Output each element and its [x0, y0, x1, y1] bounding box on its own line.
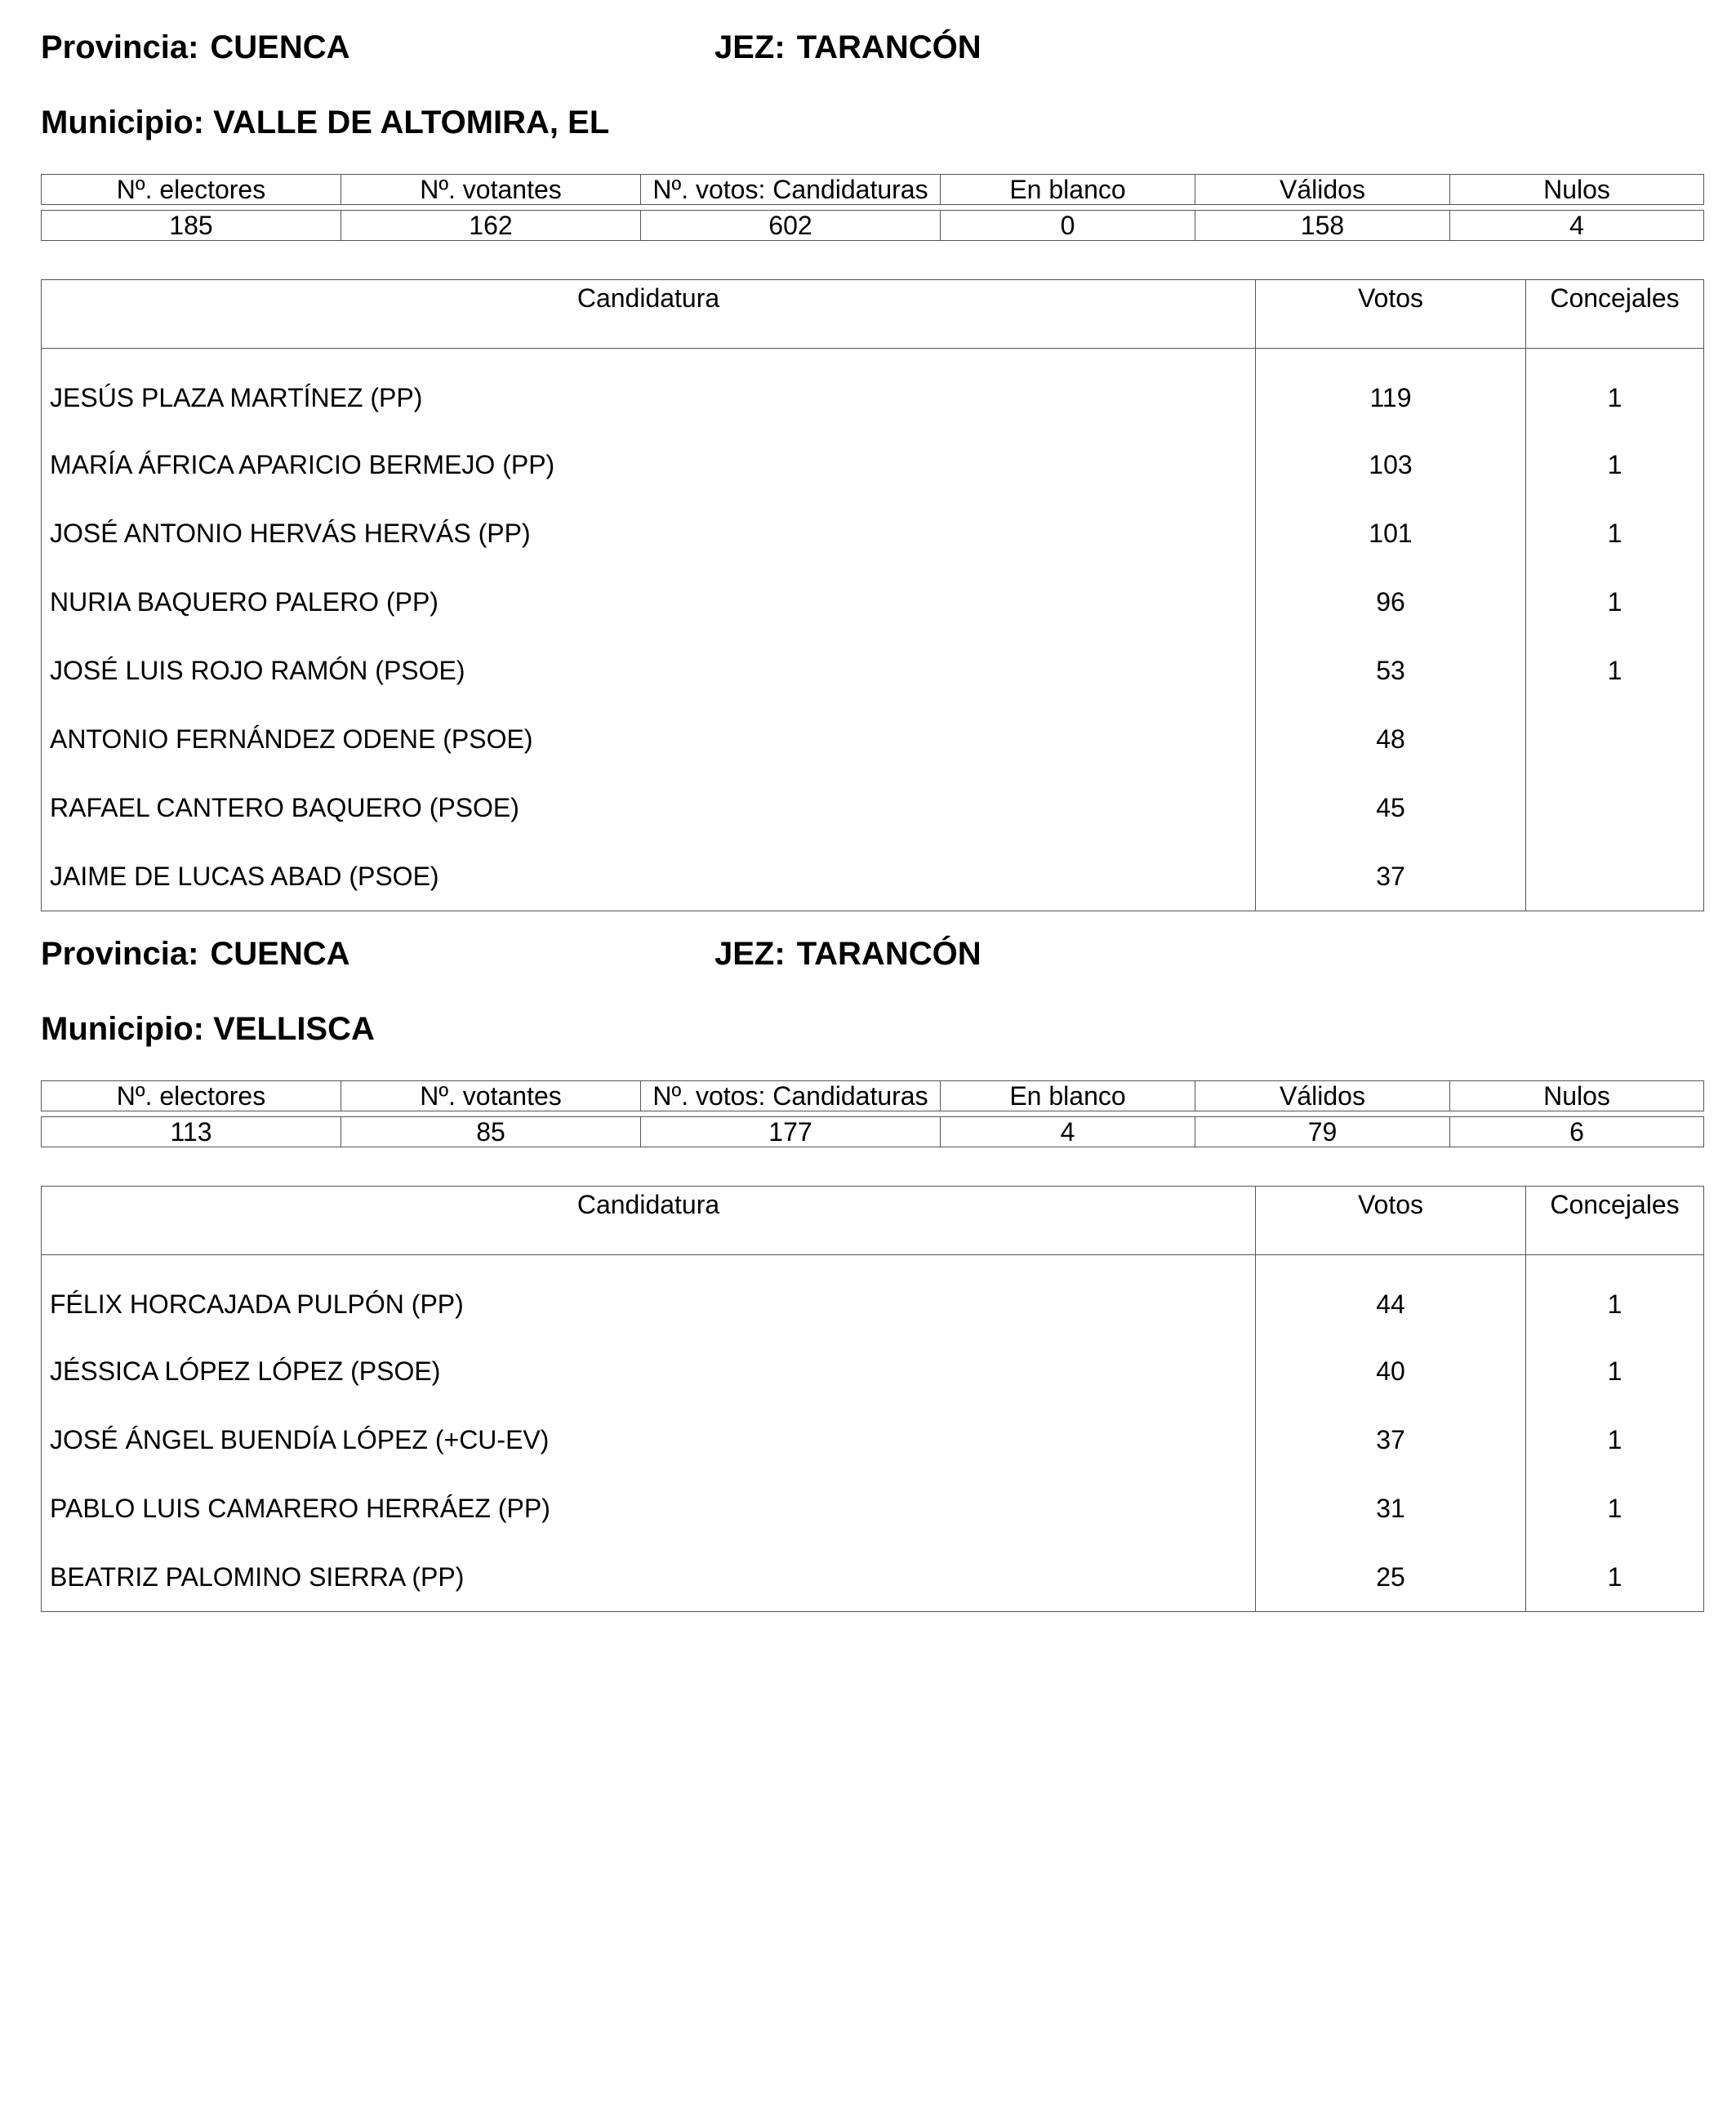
stats-header-en-blanco: En blanco	[941, 1081, 1195, 1111]
municipio-line	[41, 105, 609, 141]
candidate-row	[42, 773, 1704, 842]
candidate-votos: 40	[1256, 1337, 1526, 1405]
stats-header-row	[42, 1081, 1704, 1111]
candidate-concejales: 1	[1526, 1255, 1704, 1338]
candidate-row	[42, 499, 1704, 568]
stats-value-row	[42, 1117, 1704, 1147]
candidate-concejales: 1	[1526, 568, 1704, 636]
candidate-row	[42, 842, 1704, 911]
candidate-concejales: 1	[1526, 1337, 1704, 1405]
stats-header-nulos: Nulos	[1450, 175, 1704, 205]
candidate-votos: 45	[1256, 773, 1526, 842]
jez-line	[714, 936, 982, 973]
stats-value-row	[42, 211, 1704, 241]
jez-label: JEZ:	[714, 936, 786, 972]
candidate-name: RAFAEL CANTERO BAQUERO (PSOE)	[50, 792, 519, 822]
stats-votos-candidaturas: 602	[641, 211, 941, 241]
header-concejales: Concejales	[1526, 280, 1704, 349]
municipio-section	[41, 931, 1703, 1609]
candidate-votos: 96	[1256, 568, 1526, 636]
jez-value: TARANCÓN	[796, 29, 982, 65]
stats-header-electores: Nº. electores	[42, 1081, 341, 1111]
stats-electores: 113	[42, 1117, 341, 1147]
candidates-table	[41, 279, 1704, 911]
candidate-name: JAIME DE LUCAS ABAD (PSOE)	[50, 861, 439, 891]
candidate-concejales	[1526, 842, 1704, 911]
candidate-name: JOSÉ LUIS ROJO RAMÓN (PSOE)	[50, 655, 465, 685]
candidate-concejales: 1	[1526, 1474, 1704, 1543]
header-votos: Votos	[1256, 280, 1526, 349]
candidate-name: JOSÉ ANTONIO HERVÁS HERVÁS (PP)	[50, 518, 531, 548]
candidate-row	[42, 705, 1704, 773]
candidates-header-row	[42, 280, 1704, 349]
candidate-concejales: 1	[1526, 636, 1704, 705]
candidate-name: MARÍA ÁFRICA APARICIO BERMEJO (PP)	[50, 449, 555, 479]
stats-nulos: 6	[1450, 1117, 1704, 1147]
candidate-row	[42, 1405, 1704, 1474]
candidate-concejales	[1526, 705, 1704, 773]
stats-header-votantes: Nº. votantes	[341, 1081, 641, 1111]
jez-value: TARANCÓN	[796, 936, 982, 972]
candidate-name: PABLO LUIS CAMARERO HERRÁEZ (PP)	[50, 1493, 550, 1523]
candidate-name: JOSÉ ÁNGEL BUENDÍA LÓPEZ (+CU-EV)	[50, 1424, 550, 1454]
candidate-row	[42, 430, 1704, 499]
candidate-name: JESÚS PLAZA MARTÍNEZ (PP)	[50, 382, 423, 412]
stats-header-validos: Válidos	[1195, 175, 1450, 205]
candidate-concejales: 1	[1526, 430, 1704, 499]
candidate-row	[42, 349, 1704, 431]
candidate-concejales: 1	[1526, 499, 1704, 568]
candidate-name: JÉSSICA LÓPEZ LÓPEZ (PSOE)	[50, 1356, 441, 1386]
stats-nulos: 4	[1450, 211, 1704, 241]
candidate-name: ANTONIO FERNÁNDEZ ODENE (PSOE)	[50, 724, 533, 754]
provincia-label: Provincia:	[41, 936, 199, 972]
candidate-concejales	[1526, 773, 1704, 842]
stats-en-blanco: 0	[941, 211, 1195, 241]
candidate-name: BEATRIZ PALOMINO SIERRA (PP)	[50, 1561, 465, 1592]
stats-validos: 79	[1195, 1117, 1450, 1147]
stats-electores: 185	[42, 211, 341, 241]
municipio-value: VELLISCA	[213, 1011, 375, 1047]
provincia-value: CUENCA	[210, 29, 350, 65]
stats-header-votos-candidaturas: Nº. votos: Candidaturas	[641, 175, 941, 205]
stats-header-nulos: Nulos	[1450, 1081, 1704, 1111]
jez-line	[714, 29, 982, 66]
header-candidatura: Candidatura	[42, 280, 1256, 349]
candidate-row	[42, 1543, 1704, 1612]
header-votos: Votos	[1256, 1187, 1526, 1255]
provincia-line	[41, 29, 350, 66]
candidate-row	[42, 1474, 1704, 1543]
stats-votantes: 162	[341, 211, 641, 241]
stats-header-row	[42, 175, 1704, 205]
candidate-concejales: 1	[1526, 1405, 1704, 1474]
municipio-value: VALLE DE ALTOMIRA, EL	[213, 105, 610, 140]
jez-label: JEZ:	[714, 29, 786, 65]
stats-votantes: 85	[341, 1117, 641, 1147]
provincia-line	[41, 936, 350, 973]
stats-header-en-blanco: En blanco	[941, 175, 1195, 205]
candidate-concejales: 1	[1526, 1543, 1704, 1612]
stats-header-electores: Nº. electores	[42, 175, 341, 205]
candidates-table	[41, 1186, 1704, 1612]
municipio-label: Municipio:	[41, 1011, 204, 1047]
candidate-votos: 44	[1256, 1255, 1526, 1338]
stats-votos-candidaturas: 177	[641, 1117, 941, 1147]
candidate-row	[42, 568, 1704, 636]
header-concejales: Concejales	[1526, 1187, 1704, 1255]
candidate-row	[42, 1337, 1704, 1405]
stats-en-blanco: 4	[941, 1117, 1195, 1147]
candidate-name: FÉLIX HORCAJADA PULPÓN (PP)	[50, 1289, 464, 1319]
candidate-votos: 119	[1256, 349, 1526, 431]
candidate-concejales: 1	[1526, 349, 1704, 431]
candidate-row	[42, 636, 1704, 705]
stats-validos: 158	[1195, 211, 1450, 241]
municipio-label: Municipio:	[41, 105, 204, 140]
provincia-label: Provincia:	[41, 29, 199, 65]
header-candidatura: Candidatura	[42, 1187, 1256, 1255]
municipio-line	[41, 1011, 375, 1048]
candidate-votos: 48	[1256, 705, 1526, 773]
candidate-votos: 53	[1256, 636, 1526, 705]
municipio-section	[41, 24, 1703, 898]
stats-table	[41, 1080, 1704, 1147]
candidate-votos: 101	[1256, 499, 1526, 568]
candidate-votos: 37	[1256, 842, 1526, 911]
stats-table	[41, 174, 1704, 241]
candidate-name: NURIA BAQUERO PALERO (PP)	[50, 586, 438, 617]
candidate-votos: 37	[1256, 1405, 1526, 1474]
candidate-votos: 25	[1256, 1543, 1526, 1612]
provincia-value: CUENCA	[210, 936, 350, 972]
candidates-header-row	[42, 1187, 1704, 1255]
candidate-votos: 103	[1256, 430, 1526, 499]
stats-header-votantes: Nº. votantes	[341, 175, 641, 205]
stats-header-validos: Válidos	[1195, 1081, 1450, 1111]
candidate-row	[42, 1255, 1704, 1338]
candidate-votos: 31	[1256, 1474, 1526, 1543]
stats-header-votos-candidaturas: Nº. votos: Candidaturas	[641, 1081, 941, 1111]
